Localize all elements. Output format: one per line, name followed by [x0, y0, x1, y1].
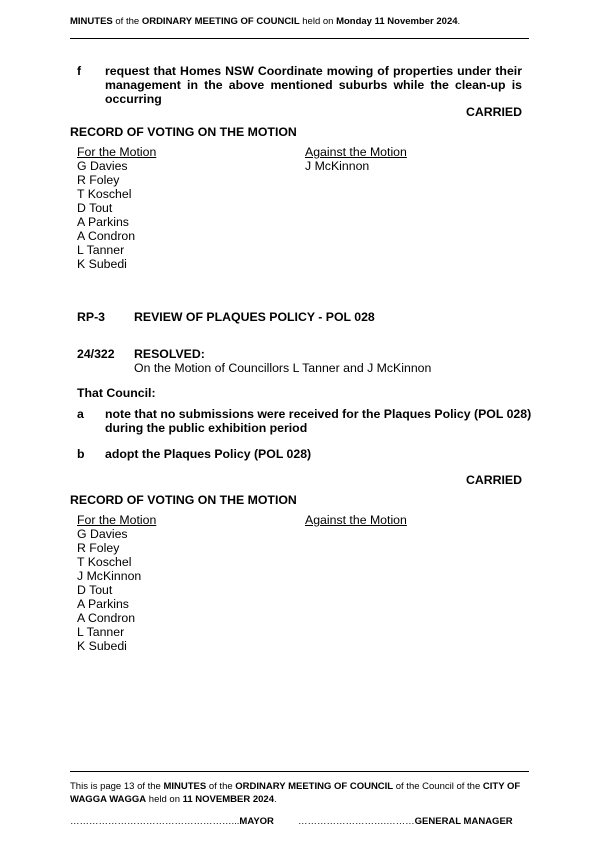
item-a-line-2: during the public exhibition period: [105, 421, 308, 435]
against-motion-heading: Against the Motion: [305, 145, 407, 159]
voter-name: K Subedi: [77, 639, 127, 653]
voter-name: J McKinnon: [77, 569, 142, 583]
voting-record-title-2: RECORD OF VOTING ON THE MOTION: [70, 493, 297, 507]
header-of: of the: [112, 16, 142, 27]
voter-name: A Parkins: [77, 597, 129, 611]
header-date: Monday 11 November 2024: [336, 16, 458, 27]
gm-signature-line: [298, 816, 513, 827]
report-title: REVIEW OF PLAQUES POLICY - POL 028: [134, 310, 375, 324]
resolution-number: 24/322: [77, 347, 115, 361]
item-letter-f: f: [77, 64, 82, 78]
against-motion-list-2: [305, 513, 407, 527]
voter-name: A Parkins: [77, 215, 129, 229]
for-motion-heading: For the Motion: [77, 145, 157, 159]
voter-name: R Foley: [77, 541, 120, 555]
item-f-line-3: occurring: [105, 92, 162, 106]
against-motion-list-1: [305, 145, 407, 173]
item-letter-a: a: [77, 407, 84, 421]
header-held-on: held on: [299, 16, 337, 27]
footer-meeting: ORDINARY MEETING OF COUNCIL: [235, 781, 394, 792]
report-code: RP-3: [77, 310, 106, 324]
footer-text: held on: [146, 794, 183, 805]
footer-date: 11 NOVEMBER 2024: [182, 794, 274, 805]
resolved-label: RESOLVED:: [134, 347, 205, 361]
voting-record-title-1: RECORD OF VOTING ON THE MOTION: [70, 125, 297, 139]
voter-name: D Tout: [77, 201, 113, 215]
header-meeting: ORDINARY MEETING OF COUNCIL: [141, 16, 300, 27]
voter-name: D Tout: [77, 583, 113, 597]
item-b-line-1: adopt the Plaques Policy (POL 028): [105, 447, 312, 461]
item-f-line-2: management in the above mentioned suburbs while the clean-up is: [105, 78, 522, 92]
carried-label-2: CARRIED: [465, 473, 522, 487]
item-letter-b: b: [77, 447, 85, 461]
footer-rule: [70, 771, 529, 772]
voter-name: A Condron: [77, 229, 136, 243]
footer-city: CITY OF WAGGA WAGGA: [70, 781, 521, 805]
footer-minutes: MINUTES: [163, 781, 207, 792]
gm-label: GENERAL MANAGER: [414, 816, 513, 827]
footer-text: This is page 13 of the: [70, 781, 164, 792]
header-period: .: [457, 16, 461, 27]
voter-name: G Davies: [77, 527, 128, 541]
header-rule: [70, 38, 529, 39]
gm-dots: ……………………….………: [298, 816, 415, 827]
for-motion-list-1: [77, 145, 156, 271]
carried-label-1: CARRIED: [465, 105, 522, 119]
footer-text: of the: [206, 781, 236, 792]
page-header: [70, 16, 460, 27]
moved-by: On the Motion of Councillors L Tanner and J McKinnon: [134, 361, 432, 375]
voter-name: G Davies: [77, 159, 128, 173]
voter-name: L Tanner: [77, 243, 125, 257]
item-a-line-1: note that no submissions were received for the Plaques Policy (POL 028): [105, 407, 532, 421]
for-motion-list-2: [77, 513, 156, 653]
footer-text: .: [273, 794, 277, 805]
that-council: That Council:: [77, 386, 156, 400]
voter-name: T Koschel: [77, 187, 132, 201]
mayor-signature-line: [70, 816, 274, 827]
voter-name: L Tanner: [77, 625, 125, 639]
voter-name: R Foley: [77, 173, 120, 187]
voter-name: A Condron: [77, 611, 136, 625]
item-f-line-1: request that Homes NSW Coordinate mowing of properties under their: [105, 64, 522, 78]
header-minutes: MINUTES: [70, 16, 113, 27]
for-motion-heading: For the Motion: [77, 513, 157, 527]
mayor-dots: ……………………………………………...: [70, 816, 240, 827]
against-motion-heading: Against the Motion: [305, 513, 407, 527]
voter-name: K Subedi: [77, 257, 127, 271]
footer-text: of the Council of the: [393, 781, 483, 792]
voter-name: J McKinnon: [305, 159, 370, 173]
mayor-label: MAYOR: [239, 816, 274, 827]
footer-page-note: [70, 780, 529, 806]
voter-name: T Koschel: [77, 555, 132, 569]
